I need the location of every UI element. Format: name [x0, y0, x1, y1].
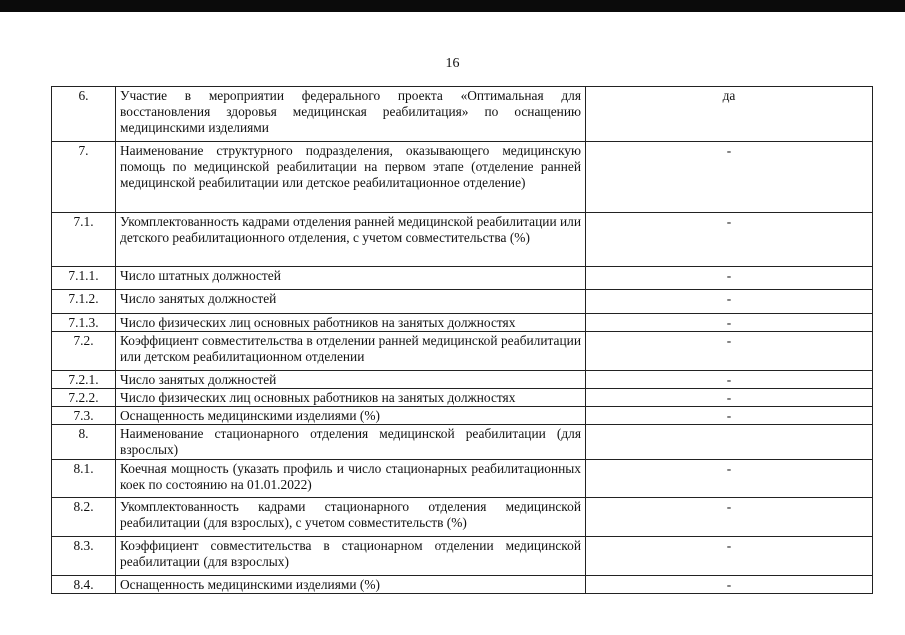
row-number: 7.1.1.	[52, 267, 116, 290]
row-indicator: Наименование стационарного отделения медицинской реабилитации (для взрослых)	[116, 425, 586, 460]
row-indicator: Оснащенность медицинскими изделиями (%)	[116, 576, 586, 594]
row-indicator: Наименование структурного подразделения, оказывающего медицинскую помощь по медицинской реабилитации на первом этапе (отделение ранней медицинской реабилитации или детское реабилитационное отделение)	[116, 142, 586, 213]
row-indicator: Число штатных должностей	[116, 267, 586, 290]
row-value: -	[586, 314, 873, 332]
row-number: 7.2.	[52, 332, 116, 371]
row-value: -	[586, 371, 873, 389]
row-number: 7.1.	[52, 213, 116, 267]
row-number: 7.	[52, 142, 116, 213]
row-value: -	[586, 267, 873, 290]
row-number: 7.3.	[52, 407, 116, 425]
row-value: -	[586, 290, 873, 314]
table-row	[52, 576, 873, 594]
row-indicator: Укомплектованность кадрами стационарного отделения медицинской реабилитации (для взрослых), с учетом совместительств (%)	[116, 498, 586, 537]
row-number: 7.1.3.	[52, 314, 116, 332]
row-indicator: Коечная мощность (указать профиль и число стационарных реабилитационных коек по состоянию на 01.01.2022)	[116, 460, 586, 498]
table-row	[52, 290, 873, 314]
row-indicator: Укомплектованность кадрами отделения ранней медицинской реабилитации или детского реабилитационного отделения, с учетом совместительства (%)	[116, 213, 586, 267]
row-indicator: Число занятых должностей	[116, 371, 586, 389]
table-row	[52, 267, 873, 290]
table-row	[52, 332, 873, 371]
row-number: 8.4.	[52, 576, 116, 594]
table-row	[52, 142, 873, 213]
row-value: -	[586, 498, 873, 537]
row-value: -	[586, 537, 873, 576]
row-indicator: Число занятых должностей	[116, 290, 586, 314]
row-indicator: Оснащенность медицинскими изделиями (%)	[116, 407, 586, 425]
row-number: 6.	[52, 87, 116, 142]
row-value: да	[586, 87, 873, 142]
row-indicator: Коэффициент совместительства в отделении ранней медицинской реабилитации или детском реабилитационном отделении	[116, 332, 586, 371]
table-row	[52, 498, 873, 537]
row-number: 8.	[52, 425, 116, 460]
row-value: -	[586, 142, 873, 213]
row-number: 7.2.2.	[52, 389, 116, 407]
table-row	[52, 537, 873, 576]
row-number: 7.2.1.	[52, 371, 116, 389]
row-indicator: Коэффициент совместительства в стационарном отделении медицинской реабилитации (для взрослых)	[116, 537, 586, 576]
table-row	[52, 314, 873, 332]
table-row	[52, 389, 873, 407]
table-row	[52, 87, 873, 142]
row-indicator: Участие в мероприятии федерального проекта «Оптимальная для восстановления здоровья медицинская реабилитация» по оснащению медицинскими изделиями	[116, 87, 586, 142]
table-row	[52, 371, 873, 389]
row-value: -	[586, 407, 873, 425]
row-number: 8.3.	[52, 537, 116, 576]
scan-top-border	[0, 0, 905, 12]
row-value: -	[586, 576, 873, 594]
row-value: -	[586, 332, 873, 371]
row-value: -	[586, 389, 873, 407]
row-number: 8.1.	[52, 460, 116, 498]
table-row	[52, 460, 873, 498]
row-value	[586, 425, 873, 460]
table-row	[52, 407, 873, 425]
row-number: 7.1.2.	[52, 290, 116, 314]
table-row	[52, 425, 873, 460]
table-row	[52, 213, 873, 267]
row-number: 8.2.	[52, 498, 116, 537]
row-indicator: Число физических лиц основных работников на занятых должностях	[116, 389, 586, 407]
row-value: -	[586, 460, 873, 498]
page-number: 16	[445, 56, 460, 71]
indicator-table	[51, 86, 873, 594]
row-indicator: Число физических лиц основных работников на занятых должностях	[116, 314, 586, 332]
row-value: -	[586, 213, 873, 267]
